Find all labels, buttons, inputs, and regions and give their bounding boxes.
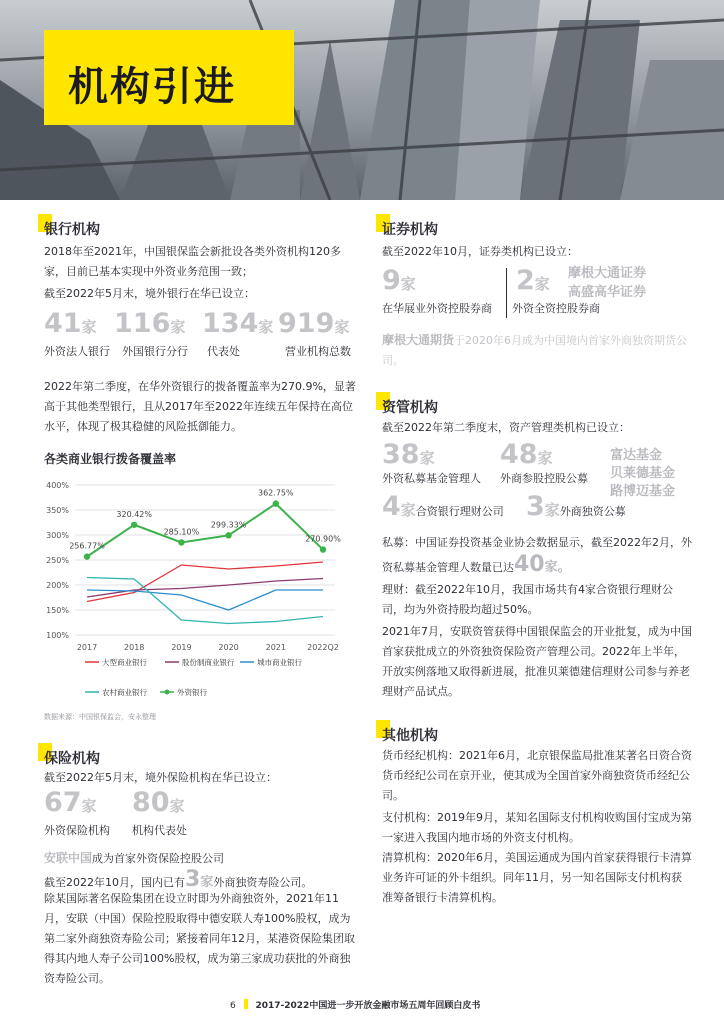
y-tick-label: 350% <box>46 506 69 515</box>
hero-banner <box>0 0 724 200</box>
securities-name-2: 高盛高华证券 <box>568 285 647 300</box>
asset-intro: 截至2022年第二季度末，资产管理类机构已设立： <box>382 421 630 434</box>
asset-stat-1: 38家 <box>382 439 435 470</box>
fund-name-3: 路博迈基金 <box>610 484 676 499</box>
bank-stat-label-2: 外国银行分行 <box>122 345 188 358</box>
data-point <box>320 546 326 552</box>
series-line <box>87 590 323 610</box>
other-broker-text: 货币经纪机构：2021年6月，北京银保监局批准某著名日资合资货币经纪公司在京开业，使其成为全国首家外商独资货币经纪公司。 <box>382 749 692 802</box>
y-tick-label: 300% <box>46 531 69 540</box>
bank-heading: 银行机构 <box>44 222 100 238</box>
asset-allianz-text: 2021年7月，安联资管获得中国银保监会的开业批复，成为中国首家获批成立的外资独资保险资产管理公司。2022年上半年，开放实例落地又取得新进展，批准贝莱德建信理财公司参与养老理财产品试点。 <box>382 625 692 698</box>
footer-title: 2017-2022中国进一步开放金融市场五周年回顾白皮书 <box>255 1001 481 1011</box>
bank-stat-label-3: 代表处 <box>207 345 240 358</box>
data-label: 270.90% <box>305 534 341 544</box>
divider <box>506 268 507 318</box>
y-tick-label: 150% <box>46 606 69 615</box>
legend-label: 外资银行 <box>177 688 207 697</box>
data-point <box>273 500 279 506</box>
data-point <box>84 553 90 559</box>
footer <box>230 998 480 1011</box>
asset-stat-label-2: 外商参股控股公募 <box>500 472 588 485</box>
page-title: 机构引进 <box>68 64 236 110</box>
securities-name-1: 摩根大通证券 <box>568 266 647 281</box>
series-line <box>87 578 323 624</box>
asset-stat-2: 48家 <box>500 439 553 470</box>
data-label: 256.77% <box>69 541 105 551</box>
securities-intro: 截至2022年10月，证券类机构已设立： <box>382 245 578 258</box>
bank-stat-label-4: 营业机构总数 <box>285 345 351 358</box>
other-heading: 其他机构 <box>382 728 438 744</box>
asset-stat-label-1: 外资私募基金管理人 <box>382 472 481 485</box>
insurance-stat-2: 80家 <box>132 787 185 818</box>
securities-stat-2: 2家 <box>516 265 550 296</box>
data-point <box>178 539 184 545</box>
other-payment-text: 支付机构：2019年9月，某知名国际支付机构收购国付宝成为第一家进入我国内地市场的外资支付机构。 <box>382 811 692 844</box>
data-label: 320.42% <box>116 509 152 519</box>
allianz-note: 安联中国成为首家外资保险控股公司 <box>44 851 225 865</box>
legend-label: 城市商业银行 <box>257 658 302 667</box>
x-tick-label: 2022Q2 <box>307 643 339 652</box>
bank-stat-1: 41家 <box>44 308 97 339</box>
y-tick-label: 100% <box>46 631 69 640</box>
y-tick-label: 200% <box>46 581 69 590</box>
fund-name-1: 富达基金 <box>610 448 663 463</box>
bank-coverage-text: 2022年第二季度，在华外资银行的拨备覆盖率为270.9%，显著高于其他类型银行，且从2017年至2022年连续五年保持在高位水平，体现了极其稳健的风险抵御能力。 <box>44 380 356 433</box>
asset-private-fund: 私募：中国证券投资基金业协会数据显示，截至2022年2月，外资私募基金管理人数量已达40家。 <box>382 536 692 577</box>
legend-marker <box>165 690 170 695</box>
data-label: 362.75% <box>258 488 294 498</box>
legend-label: 股份制商业银行 <box>182 658 235 667</box>
fund-name-2: 贝莱德基金 <box>610 466 676 481</box>
chart-source: 数据来源：中国银保监会，安永整理 <box>44 713 156 721</box>
insurance-intro: 截至2022年5月末，境外保险机构在华已设立： <box>44 771 277 784</box>
series-line <box>87 562 323 602</box>
y-tick-label: 250% <box>46 556 69 565</box>
x-tick-label: 2021 <box>265 643 286 652</box>
data-label: 285.10% <box>163 527 200 537</box>
asset-heading: 资管机构 <box>382 400 438 416</box>
x-tick-label: 2017 <box>76 643 98 652</box>
legend-label: 农村商业银行 <box>102 688 147 697</box>
other-clearing-text: 清算机构：2020年6月，美国运通成为国内首家获得银行卡清算业务许可证的外卡组织。同年11月，另一知名国际支付机构获准筹备银行卡清算机构。 <box>382 851 692 904</box>
asset-wealth-text: 理财：截至2022年10月，我国市场共有4家合资银行理财公司，均为外资持股均超过50%。 <box>382 583 673 616</box>
x-tick-label: 2019 <box>171 643 192 652</box>
bank-stat-2: 116家 <box>114 308 186 339</box>
x-tick-label: 2018 <box>124 643 145 652</box>
footer-marker <box>244 999 248 1009</box>
x-tick-label: 2020 <box>218 643 239 652</box>
insurance-heading: 保险机构 <box>44 751 100 767</box>
insurance-stat-label-2: 机构代表处 <box>132 824 187 837</box>
coverage-chart <box>30 470 350 710</box>
insurance-stat-1: 67家 <box>44 787 97 818</box>
insurance-stat-label-1: 外资保险机构 <box>44 824 110 837</box>
page-number: 6 <box>230 1001 236 1011</box>
asset-stat-4: 3家外商独资公募 <box>526 491 626 522</box>
bank-intro: 2018年至2021年，中国银保监会新批设各类外资机构120多家，目前已基本实现中外资业务范围一致； <box>44 245 341 278</box>
bank-stat-3: 134家 <box>202 308 274 339</box>
securities-stat-label-1: 在华展业外资控股券商 <box>382 302 492 315</box>
asset-stat-3: 4家合资银行理财公司 <box>382 491 504 522</box>
chart-title: 各类商业银行拨备覆盖率 <box>44 452 177 466</box>
data-point <box>225 532 231 538</box>
data-label: 299.33% <box>210 520 247 530</box>
bank-stat-label-1: 外资法人银行 <box>44 345 110 358</box>
insurance-wfoe-count: 截至2022年10月，国内已有3家外商独资寿险公司。 <box>44 867 313 892</box>
securities-stat-1: 9家 <box>382 265 416 296</box>
bank-subtitle: 截至2022年5月末，境外银行在华已设立： <box>44 287 255 300</box>
bank-stat-4: 919家 <box>278 308 350 339</box>
legend-label: 大型商业银行 <box>102 658 147 667</box>
insurance-details: 除某国际著名保险集团在设立时即为外商独资外，2021年11月，安联（中国）保险控股取得中德安联人寿100%股权，成为第二家外商独资寿险公司；紧接着同年12月，某港资保险集团取得其内地人寿子公司100%股权，成为第三家成功获批的外商独资寿险公司。 <box>44 892 355 985</box>
securities-heading: 证券机构 <box>382 222 438 238</box>
securities-stat-label-2: 外资全资控股券商 <box>512 302 600 315</box>
data-point <box>131 522 137 528</box>
y-tick-label: 400% <box>46 481 69 490</box>
futures-note: 摩根大通期货于2020年6月成为中国境内首家外商独资期货公司。 <box>382 333 688 367</box>
